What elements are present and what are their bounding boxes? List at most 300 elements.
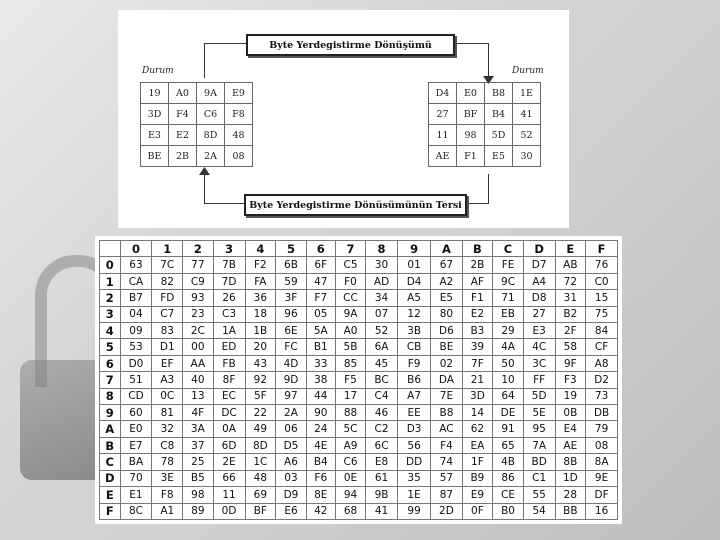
table-cell: F1 xyxy=(462,290,493,306)
loop-line-top-left xyxy=(204,43,246,44)
table-cell: A7 xyxy=(397,388,430,404)
table-cell: 1C xyxy=(245,454,276,470)
table-cell: AC xyxy=(431,421,462,437)
table-cell: 35 xyxy=(397,470,430,486)
row-header: 5 xyxy=(100,339,121,355)
table-cell: B4 xyxy=(306,454,335,470)
state-row xyxy=(141,104,253,125)
table-cell: DF xyxy=(586,487,618,503)
table-cell: 50 xyxy=(493,355,524,371)
table-cell: CD xyxy=(120,388,152,404)
table-cell: 00 xyxy=(183,339,213,355)
table-cell: 7A xyxy=(523,437,555,453)
row-header: 2 xyxy=(100,290,121,306)
table-row xyxy=(100,503,618,520)
table-cell: 17 xyxy=(335,388,365,404)
table-cell: 09 xyxy=(120,323,152,339)
table-cell: F2 xyxy=(245,257,276,273)
row-header: 6 xyxy=(100,355,121,371)
table-cell: C3 xyxy=(213,306,245,322)
state-cell: 41 xyxy=(513,104,541,125)
table-cell: 56 xyxy=(397,437,430,453)
table-cell: 55 xyxy=(523,487,555,503)
table-cell: 77 xyxy=(183,257,213,273)
table-cell: 3D xyxy=(462,388,493,404)
column-header: 5 xyxy=(276,241,307,257)
table-cell: C4 xyxy=(366,388,398,404)
table-cell: 86 xyxy=(493,470,524,486)
table-cell: 83 xyxy=(152,323,183,339)
column-header: 9 xyxy=(397,241,430,257)
table-cell: 14 xyxy=(462,405,493,421)
table-cell: A1 xyxy=(152,503,183,520)
table-row xyxy=(100,372,618,388)
loop-line-right-down xyxy=(488,43,489,80)
table-cell: 92 xyxy=(245,372,276,388)
row-header: B xyxy=(100,437,121,453)
table-cell: 54 xyxy=(523,503,555,520)
table-cell: 03 xyxy=(276,470,307,486)
table-cell: C6 xyxy=(335,454,365,470)
table-cell: CA xyxy=(120,273,152,289)
table-cell: 87 xyxy=(431,487,462,503)
table-cell: 36 xyxy=(245,290,276,306)
table-cell: 51 xyxy=(120,372,152,388)
table-cell: 84 xyxy=(586,323,618,339)
state-row xyxy=(429,83,541,104)
table-cell: 99 xyxy=(397,503,430,520)
table-cell: F9 xyxy=(397,355,430,371)
table-cell: 37 xyxy=(183,437,213,453)
table-cell: 30 xyxy=(366,257,398,273)
table-row xyxy=(100,470,618,486)
table-cell: 2F xyxy=(555,323,586,339)
table-cell: FB xyxy=(213,355,245,371)
table-cell: D4 xyxy=(397,273,430,289)
state-cell: BE xyxy=(141,146,169,167)
table-cell: 5E xyxy=(523,405,555,421)
table-cell: 2E xyxy=(213,454,245,470)
table-cell: 66 xyxy=(213,470,245,486)
column-header: 2 xyxy=(183,241,213,257)
column-header: 1 xyxy=(152,241,183,257)
table-cell: 97 xyxy=(276,388,307,404)
table-cell: 3A xyxy=(183,421,213,437)
table-cell: 98 xyxy=(183,487,213,503)
table-cell: 0E xyxy=(335,470,365,486)
table-cell: 32 xyxy=(152,421,183,437)
table-cell: F7 xyxy=(306,290,335,306)
table-cell: 22 xyxy=(245,405,276,421)
table-cell: E1 xyxy=(120,487,152,503)
loop-line-left-up xyxy=(204,43,205,78)
header-row xyxy=(100,241,618,257)
table-row xyxy=(100,257,618,273)
row-header: 7 xyxy=(100,372,121,388)
table-cell: D2 xyxy=(586,372,618,388)
table-cell: E2 xyxy=(462,306,493,322)
state-cell: 11 xyxy=(429,125,457,146)
table-cell: 8A xyxy=(586,454,618,470)
table-cell: 78 xyxy=(152,454,183,470)
table-cell: 46 xyxy=(366,405,398,421)
table-cell: 75 xyxy=(586,306,618,322)
table-cell: 5B xyxy=(335,339,365,355)
table-cell: CF xyxy=(586,339,618,355)
state-cell: F1 xyxy=(457,146,485,167)
table-cell: 7C xyxy=(152,257,183,273)
byte-substitution-diagram xyxy=(118,10,569,228)
row-header: 8 xyxy=(100,388,121,404)
table-cell: 91 xyxy=(493,421,524,437)
table-cell: 12 xyxy=(397,306,430,322)
table-cell: 8C xyxy=(120,503,152,520)
table-cell: 01 xyxy=(397,257,430,273)
table-cell: D1 xyxy=(152,339,183,355)
state-cell: 52 xyxy=(513,125,541,146)
table-cell: 82 xyxy=(152,273,183,289)
state-cell: AE xyxy=(429,146,457,167)
table-row xyxy=(100,323,618,339)
table-cell: E5 xyxy=(431,290,462,306)
table-cell: 15 xyxy=(586,290,618,306)
row-header: A xyxy=(100,421,121,437)
table-cell: 7D xyxy=(213,273,245,289)
table-cell: 5C xyxy=(335,421,365,437)
table-cell: 5D xyxy=(523,388,555,404)
inv-sub-bytes-box xyxy=(244,194,467,216)
table-cell: D5 xyxy=(276,437,307,453)
table-cell: 72 xyxy=(555,273,586,289)
table-cell: 61 xyxy=(366,470,398,486)
table-cell: 39 xyxy=(462,339,493,355)
table-cell: 57 xyxy=(431,470,462,486)
table-cell: F6 xyxy=(306,470,335,486)
loop-line-top-right xyxy=(453,43,488,44)
table-cell: 8F xyxy=(213,372,245,388)
table-cell: 60 xyxy=(120,405,152,421)
table-cell: D7 xyxy=(523,257,555,273)
table-cell: 7B xyxy=(213,257,245,273)
table-cell: 49 xyxy=(245,421,276,437)
table-cell: 6E xyxy=(276,323,307,339)
state-cell: 2A xyxy=(197,146,225,167)
column-header: D xyxy=(523,241,555,257)
table-cell: DA xyxy=(431,372,462,388)
state-cell: 1E xyxy=(513,83,541,104)
table-cell: A2 xyxy=(431,273,462,289)
table-row xyxy=(100,355,618,371)
table-cell: F5 xyxy=(335,372,365,388)
table-cell: 47 xyxy=(306,273,335,289)
loop-line-bottom-left xyxy=(204,203,244,204)
table-cell: 24 xyxy=(306,421,335,437)
table-cell: 25 xyxy=(183,454,213,470)
table-cell: 5A xyxy=(306,323,335,339)
table-cell: D0 xyxy=(120,355,152,371)
state-cell: 27 xyxy=(429,104,457,125)
table-cell: E3 xyxy=(523,323,555,339)
state-cell: E0 xyxy=(457,83,485,104)
table-cell: 4D xyxy=(276,355,307,371)
table-cell: 68 xyxy=(335,503,365,520)
table-cell: 3B xyxy=(397,323,430,339)
row-header: 4 xyxy=(100,323,121,339)
table-cell: 4A xyxy=(493,339,524,355)
table-cell: E7 xyxy=(120,437,152,453)
column-header: 7 xyxy=(335,241,365,257)
table-row xyxy=(100,273,618,289)
table-cell: ED xyxy=(213,339,245,355)
state-cell: 30 xyxy=(513,146,541,167)
state-row xyxy=(429,125,541,146)
state-cell: C6 xyxy=(197,104,225,125)
table-cell: DD xyxy=(397,454,430,470)
table-row xyxy=(100,437,618,453)
table-cell: F4 xyxy=(431,437,462,453)
state-cell: BF xyxy=(457,104,485,125)
table-cell: 6B xyxy=(276,257,307,273)
table-cell: 28 xyxy=(555,487,586,503)
table-cell: B9 xyxy=(462,470,493,486)
table-cell: 88 xyxy=(335,405,365,421)
row-header: 0 xyxy=(100,257,121,273)
state-cell: F4 xyxy=(169,104,197,125)
table-cell: 04 xyxy=(120,306,152,322)
table-cell: 26 xyxy=(213,290,245,306)
table-cell: B6 xyxy=(397,372,430,388)
table-cell: E8 xyxy=(366,454,398,470)
column-header: F xyxy=(586,241,618,257)
table-cell: 0F xyxy=(462,503,493,520)
table-cell: E0 xyxy=(120,421,152,437)
table-cell: 9D xyxy=(276,372,307,388)
table-row xyxy=(100,421,618,437)
state-cell: D4 xyxy=(429,83,457,104)
table-cell: 9A xyxy=(335,306,365,322)
table-cell: 7F xyxy=(462,355,493,371)
state-row xyxy=(141,125,253,146)
table-cell: 1D xyxy=(555,470,586,486)
table-cell: FE xyxy=(493,257,524,273)
table-cell: C1 xyxy=(523,470,555,486)
row-header: D xyxy=(100,470,121,486)
table-cell: 0B xyxy=(555,405,586,421)
table-cell: F8 xyxy=(152,487,183,503)
state-row xyxy=(429,146,541,167)
table-cell: 76 xyxy=(586,257,618,273)
table-cell: F0 xyxy=(335,273,365,289)
table-cell: D3 xyxy=(397,421,430,437)
table-cell: 45 xyxy=(366,355,398,371)
table-cell: C9 xyxy=(183,273,213,289)
table-cell: 2B xyxy=(462,257,493,273)
column-header: 3 xyxy=(213,241,245,257)
column-header: C xyxy=(493,241,524,257)
table-cell: 13 xyxy=(183,388,213,404)
table-cell: 6F xyxy=(306,257,335,273)
table-cell: 9B xyxy=(366,487,398,503)
table-cell: 79 xyxy=(586,421,618,437)
table-row xyxy=(100,388,618,404)
state-cell: 8D xyxy=(197,125,225,146)
table-cell: 19 xyxy=(555,388,586,404)
table-cell: 20 xyxy=(245,339,276,355)
sub-bytes-box xyxy=(246,34,455,56)
table-cell: 96 xyxy=(276,306,307,322)
table-cell: 67 xyxy=(431,257,462,273)
table-cell: 94 xyxy=(335,487,365,503)
s-box-table xyxy=(99,240,618,520)
table-cell: A9 xyxy=(335,437,365,453)
table-cell: A6 xyxy=(276,454,307,470)
right-state-label: Durum xyxy=(512,66,544,76)
table-cell: 2D xyxy=(431,503,462,520)
table-cell: 42 xyxy=(306,503,335,520)
table-cell: 48 xyxy=(245,470,276,486)
table-cell: 58 xyxy=(555,339,586,355)
table-cell: 4E xyxy=(306,437,335,453)
table-cell: DE xyxy=(493,405,524,421)
table-cell: B0 xyxy=(493,503,524,520)
table-cell: 62 xyxy=(462,421,493,437)
table-cell: 1A xyxy=(213,323,245,339)
table-cell: EF xyxy=(152,355,183,371)
loop-line-right-up xyxy=(488,174,489,204)
table-cell: 34 xyxy=(366,290,398,306)
table-cell: C7 xyxy=(152,306,183,322)
table-cell: 23 xyxy=(183,306,213,322)
table-cell: BA xyxy=(120,454,152,470)
table-cell: 7E xyxy=(431,388,462,404)
table-cell: 9E xyxy=(586,470,618,486)
table-cell: 9C xyxy=(493,273,524,289)
column-header: 0 xyxy=(120,241,152,257)
s-box-panel xyxy=(95,236,622,524)
table-cell: EE xyxy=(397,405,430,421)
table-cell: 53 xyxy=(120,339,152,355)
table-cell: 07 xyxy=(366,306,398,322)
state-row xyxy=(429,104,541,125)
table-cell: 4C xyxy=(523,339,555,355)
right-state-matrix xyxy=(428,82,541,167)
table-cell: 64 xyxy=(493,388,524,404)
table-cell: A4 xyxy=(523,273,555,289)
table-cell: 16 xyxy=(586,503,618,520)
table-cell: 73 xyxy=(586,388,618,404)
table-cell: 02 xyxy=(431,355,462,371)
table-cell: 6C xyxy=(366,437,398,453)
table-cell: E6 xyxy=(276,503,307,520)
table-row xyxy=(100,405,618,421)
state-cell: 9A xyxy=(197,83,225,104)
table-cell: 85 xyxy=(335,355,365,371)
table-cell: AF xyxy=(462,273,493,289)
corner-cell xyxy=(100,241,121,257)
table-cell: 4F xyxy=(183,405,213,421)
table-cell: AB xyxy=(555,257,586,273)
row-header: E xyxy=(100,487,121,503)
table-cell: 38 xyxy=(306,372,335,388)
left-state-matrix xyxy=(140,82,253,167)
table-cell: 2A xyxy=(276,405,307,421)
table-cell: CC xyxy=(335,290,365,306)
table-cell: 43 xyxy=(245,355,276,371)
state-cell: 48 xyxy=(225,125,253,146)
table-cell: AE xyxy=(555,437,586,453)
state-cell: 08 xyxy=(225,146,253,167)
table-cell: BC xyxy=(366,372,398,388)
table-row xyxy=(100,454,618,470)
table-cell: 08 xyxy=(586,437,618,453)
column-header: 6 xyxy=(306,241,335,257)
table-cell: 1E xyxy=(397,487,430,503)
state-cell: B4 xyxy=(485,104,513,125)
table-cell: 29 xyxy=(493,323,524,339)
table-cell: 2C xyxy=(183,323,213,339)
table-cell: FF xyxy=(523,372,555,388)
table-cell: 40 xyxy=(183,372,213,388)
state-cell: F8 xyxy=(225,104,253,125)
table-cell: BB xyxy=(555,503,586,520)
table-cell: B5 xyxy=(183,470,213,486)
state-cell: E9 xyxy=(225,83,253,104)
table-row xyxy=(100,290,618,306)
row-header: 1 xyxy=(100,273,121,289)
table-cell: 31 xyxy=(555,290,586,306)
table-cell: EC xyxy=(213,388,245,404)
table-cell: 06 xyxy=(276,421,307,437)
table-cell: 33 xyxy=(306,355,335,371)
table-cell: 63 xyxy=(120,257,152,273)
table-cell: D8 xyxy=(523,290,555,306)
state-cell: 19 xyxy=(141,83,169,104)
table-cell: 1B xyxy=(245,323,276,339)
left-state-label: Durum xyxy=(142,66,174,76)
table-cell: B7 xyxy=(120,290,152,306)
column-header: A xyxy=(431,241,462,257)
row-header: C xyxy=(100,454,121,470)
table-cell: FC xyxy=(276,339,307,355)
table-cell: 0C xyxy=(152,388,183,404)
state-cell: A0 xyxy=(169,83,197,104)
table-cell: 52 xyxy=(366,323,398,339)
table-cell: 8B xyxy=(555,454,586,470)
table-cell: A8 xyxy=(586,355,618,371)
table-cell: C0 xyxy=(586,273,618,289)
table-cell: CE xyxy=(493,487,524,503)
state-cell: E3 xyxy=(141,125,169,146)
table-cell: C2 xyxy=(366,421,398,437)
column-header: B xyxy=(462,241,493,257)
table-cell: 8D xyxy=(245,437,276,453)
table-cell: DB xyxy=(586,405,618,421)
table-cell: 44 xyxy=(306,388,335,404)
table-cell: D6 xyxy=(431,323,462,339)
table-cell: 0D xyxy=(213,503,245,520)
table-cell: 9F xyxy=(555,355,586,371)
table-cell: 65 xyxy=(493,437,524,453)
table-row xyxy=(100,487,618,503)
table-row xyxy=(100,339,618,355)
table-cell: EA xyxy=(462,437,493,453)
state-cell: 98 xyxy=(457,125,485,146)
table-cell: 5F xyxy=(245,388,276,404)
table-cell: B2 xyxy=(555,306,586,322)
column-header: E xyxy=(555,241,586,257)
table-cell: A0 xyxy=(335,323,365,339)
row-header: 9 xyxy=(100,405,121,421)
